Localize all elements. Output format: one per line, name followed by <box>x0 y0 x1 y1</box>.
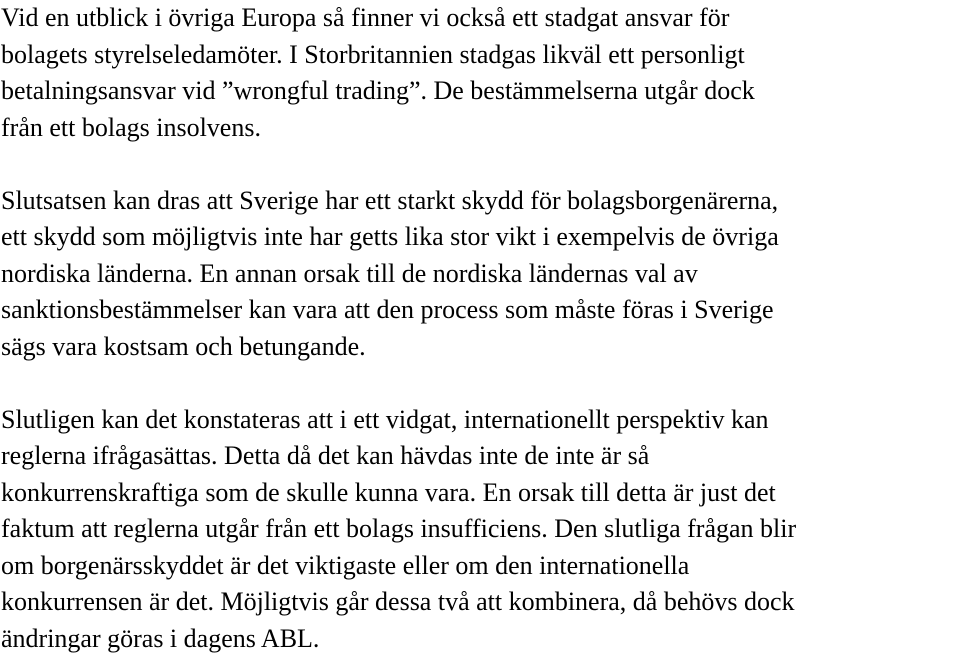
text-line: om borgenärsskyddet är det viktigaste eller om den internationella <box>1 548 959 585</box>
paragraph-3 <box>1 402 959 657</box>
text-line: betalningsansvar vid ”wrongful trading”. De bestämmelserna utgår dock <box>1 73 959 110</box>
text-line: faktum att reglerna utgår från ett bolags insufficiens. Den slutliga frågan blir <box>1 511 959 548</box>
paragraph-spacer <box>1 365 959 402</box>
text-line: Slutsatsen kan dras att Sverige har ett starkt skydd för bolagsborgenärerna, <box>1 183 959 220</box>
text-line: konkurrensen är det. Möjligtvis går dessa två att kombinera, då behövs dock <box>1 584 959 621</box>
text-line: Vid en utblick i övriga Europa så finner vi också ett stadgat ansvar för <box>1 0 959 37</box>
text-line: nordiska länderna. En annan orsak till de nordiska ländernas val av <box>1 256 959 293</box>
text-line: reglerna ifrågasättas. Detta då det kan hävdas inte de inte är så <box>1 438 959 475</box>
text-line: ändringar göras i dagens ABL. <box>1 621 959 657</box>
text-line: från ett bolags insolvens. <box>1 110 959 147</box>
text-line: sanktionsbestämmelser kan vara att den process som måste föras i Sverige <box>1 292 959 329</box>
text-line: konkurrenskraftiga som de skulle kunna vara. En orsak till detta är just det <box>1 475 959 512</box>
text-line: bolagets styrelseledamöter. I Storbritannien stadgas likväl ett personligt <box>1 37 959 74</box>
paragraph-spacer <box>1 146 959 183</box>
text-line: Slutligen kan det konstateras att i ett vidgat, internationellt perspektiv kan <box>1 402 959 439</box>
paragraph-2 <box>1 183 959 366</box>
document-page <box>1 0 959 657</box>
text-line: sägs vara kostsam och betungande. <box>1 329 959 366</box>
paragraph-1 <box>1 0 959 146</box>
text-line: ett skydd som möjligtvis inte har getts lika stor vikt i exempelvis de övriga <box>1 219 959 256</box>
